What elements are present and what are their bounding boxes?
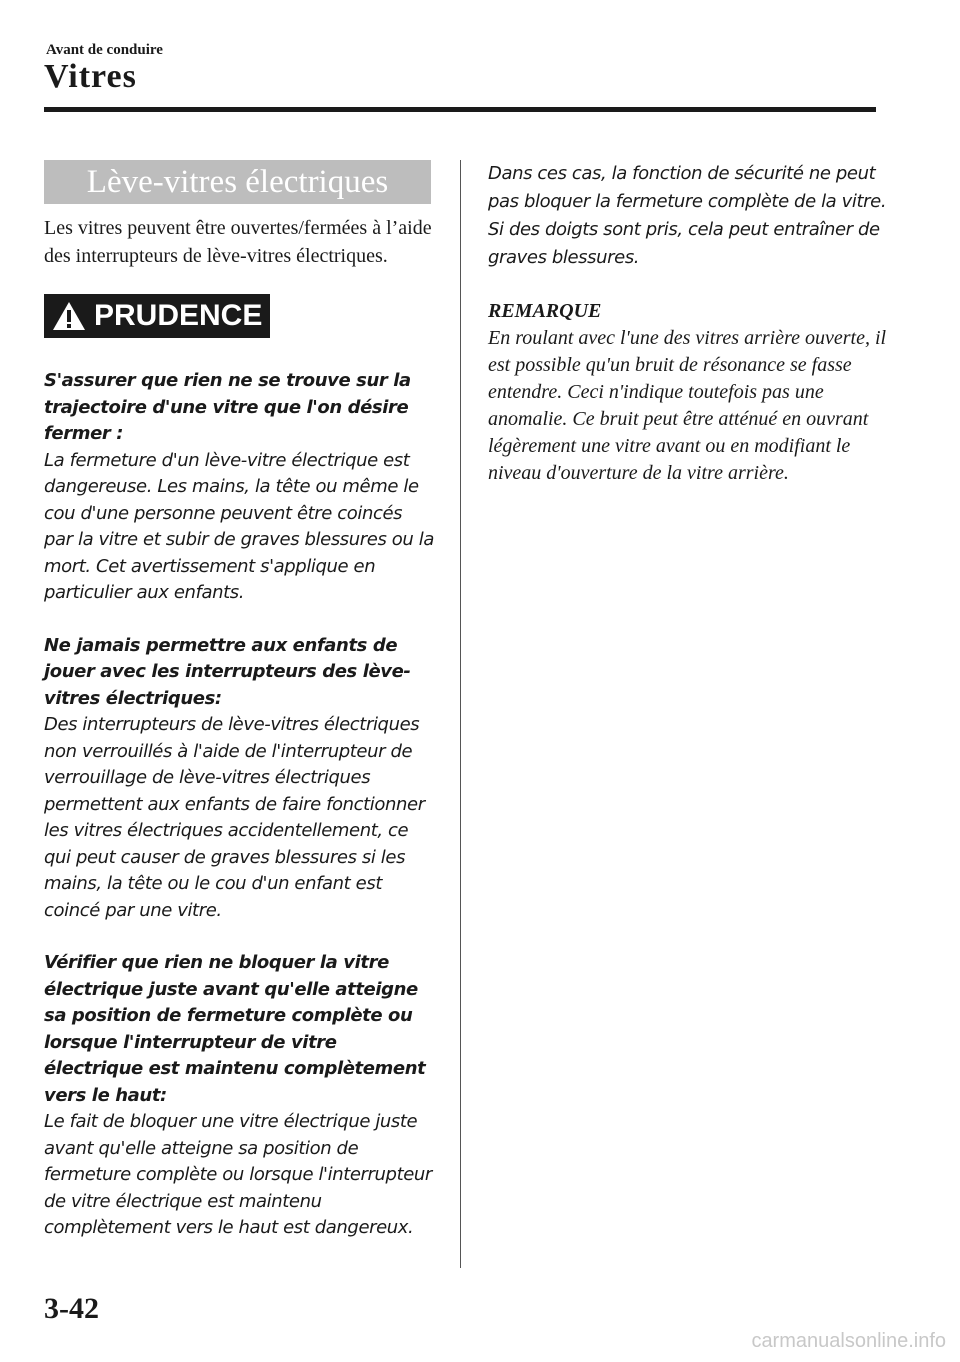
note-title: REMARQUE [488, 300, 602, 322]
section-title: Lève-vitres électriques [44, 160, 431, 204]
left-column [44, 160, 434, 1242]
caution-block-2 [44, 633, 434, 925]
watermark: carmanualsonline.info [751, 1330, 946, 1352]
caution-badge [44, 294, 270, 338]
right-column [488, 160, 888, 487]
page-number: 3-42 [44, 1292, 99, 1325]
caution-block-1 [44, 368, 434, 607]
caution-heading: Ne jamais permettre aux enfants de jouer avec les interrupteurs des lève-vitres électriques: [44, 634, 411, 709]
note-body: En roulant avec l'une des vitres arrière ouverte, il est possible qu'un bruit de résonance se fasse entendre. Ceci n'indique toutefois pas une anomalie. Ce bruit peut être atténué en ouvrant légèrement une vitre avant ou en modifiant le niveau d'ouverture de la vitre arrière. [488, 327, 887, 484]
caution-heading: Vérifier que rien ne bloquer la vitre électrique juste avant qu'elle atteigne sa position de fermeture complète ou lorsque l'interrupteur de vitre électrique est maintenu complètement vers le haut: [44, 952, 426, 1106]
warning-triangle-icon [52, 301, 86, 331]
column-divider [460, 160, 461, 1268]
caution-block-3 [44, 950, 434, 1242]
caution-label: PRUDENCE [94, 299, 263, 332]
caution-heading: S'assurer que rien ne se trouve sur la trajectoire d'une vitre que l'on désire fermer : [44, 370, 411, 444]
header-rule [44, 107, 876, 112]
chapter-label: Avant de conduire [46, 42, 163, 58]
caution-body: Des interrupteurs de lève-vitres électriques non verrouillés à l'aide de l'interrupteur de verrouillage de lève-vitres électriques permettent aux enfants de faire fonctionner les vitres électriques accidentellement, ce qui peut causer de graves blessures si les mains, la tête ou le cou d'un enfant est coincé par une vitre. [44, 714, 425, 921]
page-title: Vitres [44, 58, 137, 95]
section-intro: Les vitres peuvent être ouvertes/fermées à l’aide des interrupteurs de lève-vitres électriques. [44, 217, 432, 267]
caution-body: La fermeture d'un lève-vitre électrique est dangereuse. Les mains, la tête ou même le cou d'une personne peuvent être coincés par la vitre et subir de graves blessures ou la mort. Cet avertissement s'applique en particulier aux enfants. [44, 449, 434, 603]
caution-continuation: Dans ces cas, la fonction de sécurité ne peut pas bloquer la fermeture complète de la vitre. Si des doigts sont pris, cela peut entraîner de graves blessures. [488, 163, 887, 268]
caution-body: Le fait de bloquer une vitre électrique juste avant qu'elle atteigne sa position de fermeture complète ou lorsque l'interrupteur de vitre électrique est maintenu complètement vers le haut est dangereux. [44, 1111, 432, 1238]
